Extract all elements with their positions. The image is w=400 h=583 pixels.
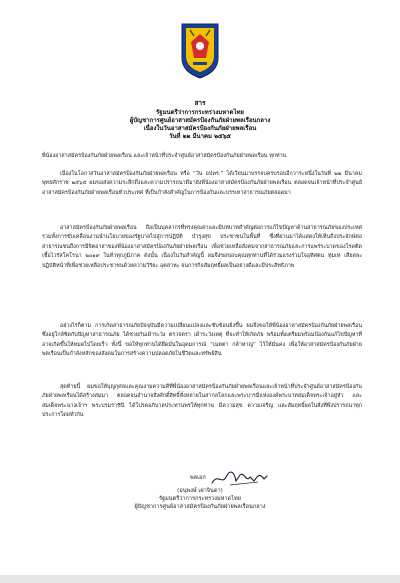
- paragraph-3: อย่างไรก็ตาม การเกิดสาธารณภัยปัจจุบันมีความเปลี่ยนแปลงและซับซ้อนยิ่งขึ้น ผมจึงขอให้พี่น้องอาสาสมัครป้องกันภัยฝ่ายพลเรือนซึ่งอยู่ใกล้ชิดกับปัญหาสาธารณภัย ได้ช่วยกันเฝ้าระวัง ตรวจตรา เฝ้าระวังเหตุ ที่จะทำให้เกิดภัย พร้อมทั้งเตรียมพร้อมป้องกันแก้ไขปัญหาที่อาจเกิดขึ้นให้หมดไปโดยเร็ว ทั้งนี้ ขอให้ทุกท่านได้ยึดมั่นในอุดมการณ์ “เมตตา กล้าหาญ” ไว้ให้มั่นคง เพื่อให้อาสาสมัครป้องกันภัยฝ่ายพลเรือนเป็นกำลังหลักของสังคมในการสร้างความปลอดภัยในชีวิตและทรัพย์สิน: [42, 323, 362, 358]
- paragraph-3-block: [42, 322, 362, 360]
- occasion-line: เนื่องในวันอาสาสมัครป้องกันภัยฝ่ายพลเรือน: [143, 125, 257, 132]
- signature-row: [190, 467, 270, 489]
- paragraph-4: สุดท้ายนี้ ผมขอให้บุญกุศลและคุณงามความดีที่พี่น้องอาสาสมัครป้องกันภัยฝ่ายพลเรือนและเจ้าหน้าที่ประจำศูนย์อาสาสมัครป้องกันภัยฝ่ายพลเรือนได้สร้างสมมา ตลอดจนอำนาจสิ่งศักดิ์สิทธิ์ทั้งหลายในสากลโลกและพระบารมีแห่งองค์พระบาทสมเด็จพระเจ้าอยู่หัว และสมเด็จพระนางเจ้าฯ พระบรมราชินี ได้โปรดอภิบาลประทานพรให้ทุกท่าน มีความสุข ความเจริญ และสัมฤทธิ์ผลในสิ่งที่พึงปรารถนาทุกประการโดยทั่วกัน: [42, 384, 362, 419]
- ministry-title: รัฐมนตรีว่าการกระทรวงมหาดไทย: [156, 109, 244, 116]
- signatory-title-2: ผู้บัญชาการศูนย์อาสาสมัครป้องกันภัยฝ่ายพลเรือนกลาง: [134, 504, 266, 510]
- letter-body: [42, 152, 362, 161]
- signatory-name: (อนุพงษ์ เผ่าจินดา): [177, 488, 223, 494]
- paragraph-1-block: [42, 170, 362, 198]
- paragraph-2-block: [42, 224, 362, 271]
- handwritten-signature: [210, 467, 270, 489]
- date-line: วันที่ ๒๒ มีนาคม ๒๕๖๕: [169, 133, 231, 140]
- document-label: สาร: [194, 99, 206, 107]
- paragraph-1: เนื่องในโอกาสวันอาสาสมัครป้องกันภัยฝ่ายพลเรือน หรือ “วัน อปพร.” ได้เวียนมาบรรจบครบรอบอีกวาระหนึ่งในวันที่ ๒๒ มีนาคม พุทธศักราช ๒๕๖๕ ผมขอส่งความระลึกถึงและความปรารถนาดีมายังพี่น้องอาสาสมัครป้องกันภัยฝ่ายพลเรือน ตลอดจนเจ้าหน้าที่ประจำศูนย์อาสาสมัครป้องกันภัยฝ่ายพลเรือนทั่วประเทศ ที่เป็นกำลังสำคัญในการป้องกันและบรรเทาสาธารณภัยตลอดมา: [42, 171, 362, 196]
- paragraph-2: อาสาสมัครป้องกันภัยฝ่ายพลเรือน ถือเป็นบุคลากรที่ทรงคุณค่าและมีบทบาทสำคัญต่อการแก้ไขปัญหาด้านสาธารณภัยของประเทศ รวมทั้งการขับเคลื่อนงานนำนโยบายของรัฐบาลไปสู่การปฏิบัติ บำรุงสุข ประชาชนในพื้นที่ ซึ่งที่ผ่านมาได้แสดงให้เห็นถึงประจักษ์ต่อสาธารณชนถึงการมีจิตอาสาของพี่น้องอาสาสมัครป้องกันภัยฝ่ายพลเรือน เพื่อช่วยเหลือสังคมจากสาธารณภัยและการแพร่ระบาดของโรคติดเชื้อไวรัสโคโรนา ๒๐๑๙ ในทั่วทุกภูมิภาค ดังนั้น เนื่องในวันสำคัญนี้ ผมจึงขอขอบคุณทุกท่านที่ได้ร่วมแรงร่วมใจอุทิศตน ทุ่มเท เสียสละ ปฏิบัติหน้าที่เพื่อช่วยเหลือประชาชนด้วยความวิริยะ อุตสาหะ จนการกิจสัมฤทธิ์ผลเป็นอย่างดีและมีประสิทธิภาพ: [42, 225, 362, 269]
- signatory-title-1: รัฐมนตรีว่าการกระทรวงมหาดไทย: [159, 496, 241, 502]
- director-title: ผู้บัญชาการศูนย์อาสาสมัครป้องกันภัยฝ่ายพลเรือนกลาง: [129, 117, 271, 124]
- paragraph-4-block: [42, 383, 362, 421]
- greeting: พี่น้องอาสาสมัครป้องกันภัยฝ่ายพลเรือน และเจ้าหน้าที่ประจำศูนย์อาสาสมัครป้องกันภัยฝ่ายพลเรือน ทุกท่าน: [42, 153, 287, 159]
- page-bottom-band: [0, 575, 400, 583]
- civil-defense-volunteer-emblem: [180, 22, 220, 80]
- rank-prefix: พลเอก: [190, 475, 206, 481]
